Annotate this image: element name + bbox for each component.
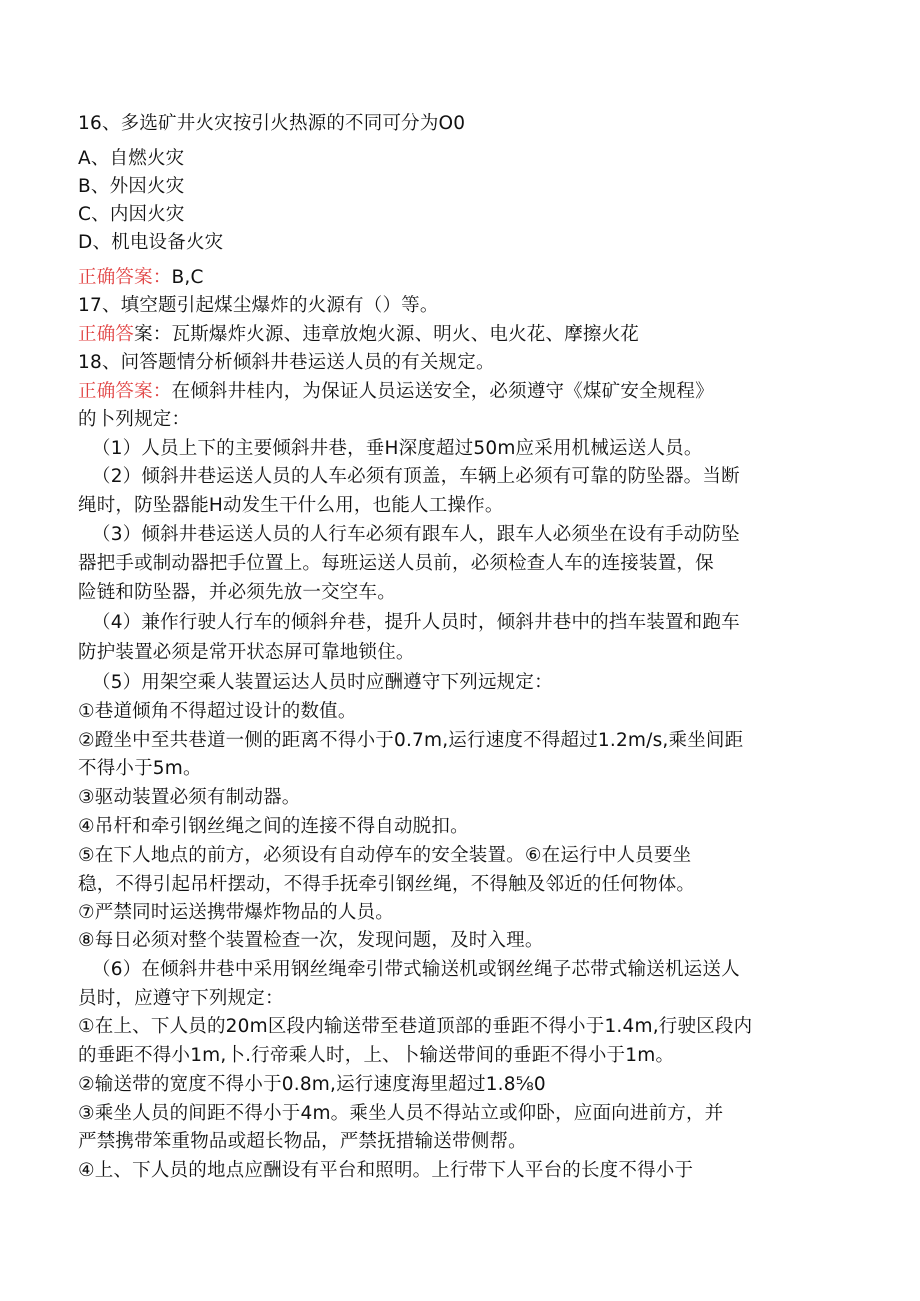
question-16-title: 16、多选矿井火灾按引火热源的不同可分为O0 <box>78 113 466 134</box>
answer-line: ⑦严禁同时运送携带爆炸物品的人员。 <box>78 902 394 923</box>
answer-value: 案：瓦斯爆炸火源、违章放炮火源、明火、电火花、摩擦火花 <box>134 324 640 345</box>
question-17-answer <box>78 322 838 348</box>
answer-line: ⑤在下人地点的前方，必须设有自动停车的安全装置。⑥在运行中人员要坐 <box>78 845 692 866</box>
answer-label: 正确答案： <box>78 381 172 402</box>
answer-line: 的卜列规定： <box>78 409 191 430</box>
answer-line: 险链和防坠器，并必须先放一交空车。 <box>78 582 396 603</box>
question-16-option-b: B、外因火灾 <box>78 176 185 197</box>
answer-line: ①巷道倾角不得超过设计的数值。 <box>78 701 357 722</box>
answer-line: ②输送带的宽度不得小于0.8m,运行速度海里超过1.8⅝0 <box>78 1074 546 1095</box>
answer-line: ⑧每日必须对整个装置检查一次，发现问题，及时入理。 <box>78 930 544 951</box>
answer-line: （6）在倾斜井巷中采用钢丝绳牵引带式输送机或钢丝绳子芯带式输送机运送人 <box>92 959 740 980</box>
answer-line: 严禁携带笨重物品或超长物品，严禁抚措输送带侧帮。 <box>78 1131 527 1152</box>
question-18-title: 18、问答题情分析倾斜井巷运送人员的有关规定。 <box>78 352 495 373</box>
question-16-answer <box>78 265 838 291</box>
answer-line: ③驱动装置必须有制动器。 <box>78 787 301 808</box>
question-16-option-c: C、内因火灾 <box>78 204 185 225</box>
answer-line: 绳时，防坠器能H动发生干什么用，也能人工操作。 <box>78 495 504 516</box>
answer-value: B,C <box>171 267 204 288</box>
question-18-answer <box>78 379 838 405</box>
answer-line: 员时，应遵守下列规定： <box>78 988 284 1009</box>
answer-line: 不得小于5m。 <box>78 758 202 779</box>
answer-line: 防护装置必须是常开状态屏可靠地锁住。 <box>78 642 415 663</box>
answer-line: 稳，不得引起吊杆摆动，不得手抚牵引钢丝绳，不得触及邻近的任何物体。 <box>78 874 696 895</box>
answer-line: 器把手或制动器把手位置上。每班运送人员前，必须检查人车的连接装置，保 <box>78 553 714 574</box>
answer-line: ④吊杆和牵引钢丝绳之间的连接不得自动脱扣。 <box>78 816 469 837</box>
answer-line: （2）倾斜井巷运送人员的人车必须有顶盖，车辆上必须有可靠的防坠器。当断 <box>92 466 740 487</box>
answer-value: 在倾斜井桂内，为保证人员运送安全，必须遵守《煤矿安全规程》 <box>171 381 714 402</box>
question-17-title: 17、填空题引起煤尘爆炸的火源有（）等。 <box>78 295 439 316</box>
answer-label: 正确答 <box>78 324 135 345</box>
answer-line: （4）兼作行驶人行车的倾斜弁巷，提升人员时，倾斜井巷中的挡车装置和跑车 <box>92 612 740 633</box>
answer-line: ①在上、下人员的20m区段内输送带至巷道顶部的垂距不得小于1.4m,行驶区段内 <box>78 1016 753 1037</box>
question-16-option-d: D、机电设备火灾 <box>78 232 224 253</box>
answer-line: （3）倾斜井巷运送人员的人行车必须有跟车人，跟车人必须坐在设有手动防坠 <box>92 524 740 545</box>
answer-line: （1）人员上下的主要倾斜井巷，垂H深度超过50m应采用机械运送人员。 <box>92 438 703 459</box>
answer-line: ④上、下人员的地点应酬设有平台和照明。上行带下人平台的长度不得小于 <box>78 1160 694 1181</box>
answer-line: 的垂距不得小1m,卜.行帝乘人时，上、卜输送带间的垂距不得小于1m。 <box>78 1045 675 1066</box>
question-16-option-a: A、自燃火灾 <box>78 148 185 169</box>
answer-line: ②蹬坐中至共巷道一侧的距离不得小于0.7m,运行速度不得超过1.2m/s,乘坐间距 <box>78 730 744 751</box>
answer-label: 正确答案： <box>78 267 172 288</box>
answer-line: （5）用架空乘人装置运达人员时应酬遵守下列远规定： <box>92 672 553 693</box>
answer-line: ③乘坐人员的间距不得小于4m。乘坐人员不得站立或仰卧，应面向进前方，并 <box>78 1103 724 1124</box>
